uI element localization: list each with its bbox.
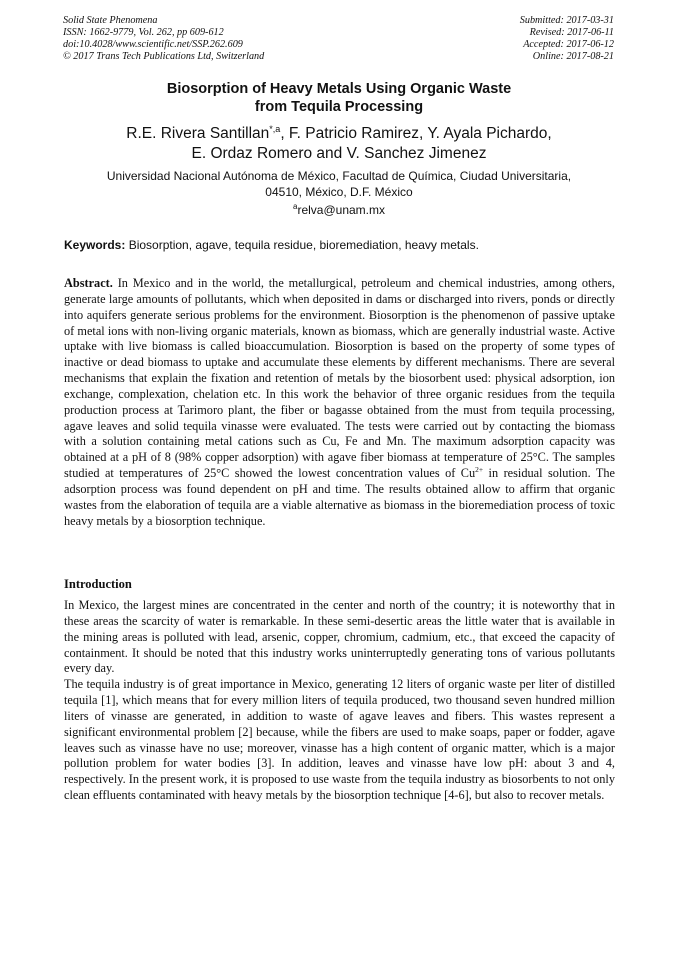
affiliation <box>60 168 618 200</box>
paper-title <box>60 80 618 116</box>
doi-link[interactable]: doi:10.4028/www.scientific.net/SSP.262.609 <box>63 39 243 50</box>
abstract-text-part-1: In Mexico and in the world, the metallurgical, petroleum and chemical industries, among others, generate large amounts of pollutants, which when deposited in dams or discharged into rivers, ponds or directly into aquifers generate serious problems for the environment. Biosorption is the phenomenon of passive uptake of metal ions with non-living organic materials, known as biomass, which are generally industrial waste. Active uptake with live biomass is called bioaccumulation. Biosorption is based on the property of some types of inactive or dead biomass to uptake and accumulate these elements by different mechanisms. There are several mechanisms that explain the fixation and retention of metals by the biosorbent used: physical adsorption, ion exchange, complexation, chelation etc. In this work the behavior of three organic residues from the tequila production process at Tarimoro plant, the fiber or bagasse obtained from the must from tequila processing, agave leaves and solid tequila vinasse were evaluated. The tests were carried out by contacting the biomass with a solution containing metal cations such as Cu, Fe and Mn. The maximum adsorption capacity was obtained at a pH of 8 (98% copper adsorption) with agave fiber biomass at temperature of 25°C. The samples studied at temperatures of 25°C showed the lowest concentration values of Cu <box>64 276 615 481</box>
affiliation-line-1: Universidad Nacional Autónoma de México, Facultad de Química, Ciudad Universitaria, <box>106 169 572 183</box>
author-affiliation-mark: *,a <box>269 124 281 134</box>
abstract-label: Abstract. <box>64 276 113 290</box>
issn-line: ISSN: 1662-9779, Vol. 262, pp 609-612 <box>63 27 224 38</box>
intro-paragraph-1: In Mexico, the largest mines are concentrated in the center and north of the country; it is noteworthy that in these areas the scarcity of water is remarkable. In these semi-desertic areas the little water that is available in the mining areas is polluted with lead, arsenic, copper, chromium, cadmium, etc., that exceed the capacity of containment. It should be noted that this industry works uninterruptedly generating tons of various pollutants every day. <box>64 598 615 676</box>
intro-paragraph-2: The tequila industry is of great importance in Mexico, generating 12 liters of organic waste per liter of distilled tequila [1], which means that for every million liters of tequila produced, two thousand seven hundred million liters of vinasse are generated, in addition to waste of agave leaves and fibers. This wastes represent a significant environmental problem [2] because, while the fibers are used to make soaps, paper or fodder, agave leaves such as vinasse have no use; moreover, vinasse has a high content of organic matter, which is a major pollution problem for water bodies [3]. In addition, leaves and vinasse have low pH: about 3 and 4, respectively. In the present work, it is proposed to use waste from the tequila industry as biosorbents to not only clean effluents contaminated with heavy metals by the biosorption technique [4-6], but also to recover metals. <box>64 677 615 803</box>
title-line-2: from Tequila Processing <box>254 99 424 115</box>
publication-info <box>63 15 264 63</box>
contact-email <box>60 203 618 217</box>
section-heading-introduction: Introduction <box>64 577 132 591</box>
keywords <box>64 238 616 253</box>
abstract <box>64 276 615 530</box>
author-name: R.E. Rivera Santillan <box>126 125 270 142</box>
author-list <box>60 124 618 164</box>
affiliation-line-2: 04510, México, D.F. México <box>265 185 413 199</box>
keywords-label: Keywords: <box>64 238 126 252</box>
author-names: , F. Patricio Ramirez, Y. Ayala Pichardo, <box>280 125 552 142</box>
copyright-line: © 2017 Trans Tech Publications Ltd, Switzerland <box>63 51 265 62</box>
revised-date: Revised: 2017-06-11 <box>529 27 614 38</box>
journal-name: Solid State Phenomena <box>63 15 158 26</box>
accepted-date: Accepted: 2017-06-12 <box>523 39 614 50</box>
online-date: Online: 2017-08-21 <box>532 51 614 62</box>
authors-line-1 <box>60 124 618 144</box>
abstract-text-part-2: in residual solution. The adsorption process was found dependent on pH and time. The results obtained allow to affirm that organic wastes from the elaboration of tequila are a viable alternative as biomass in the bioremediation process of toxic heavy metals by a biosorption technique. <box>64 466 615 528</box>
keywords-text: Biosorption, agave, tequila residue, bioremediation, heavy metals. <box>125 238 479 252</box>
ion-charge-superscript: 2+ <box>475 465 484 475</box>
publication-dates <box>520 15 614 63</box>
email-address[interactable]: relva@unam.mx <box>297 203 385 217</box>
email-mark: a <box>293 202 298 211</box>
introduction-body <box>64 598 615 804</box>
authors-line-2: E. Ordaz Romero and V. Sanchez Jimenez <box>191 145 487 162</box>
submitted-date: Submitted: 2017-03-31 <box>519 15 614 26</box>
title-line-1: Biosorption of Heavy Metals Using Organic Waste <box>166 81 512 97</box>
